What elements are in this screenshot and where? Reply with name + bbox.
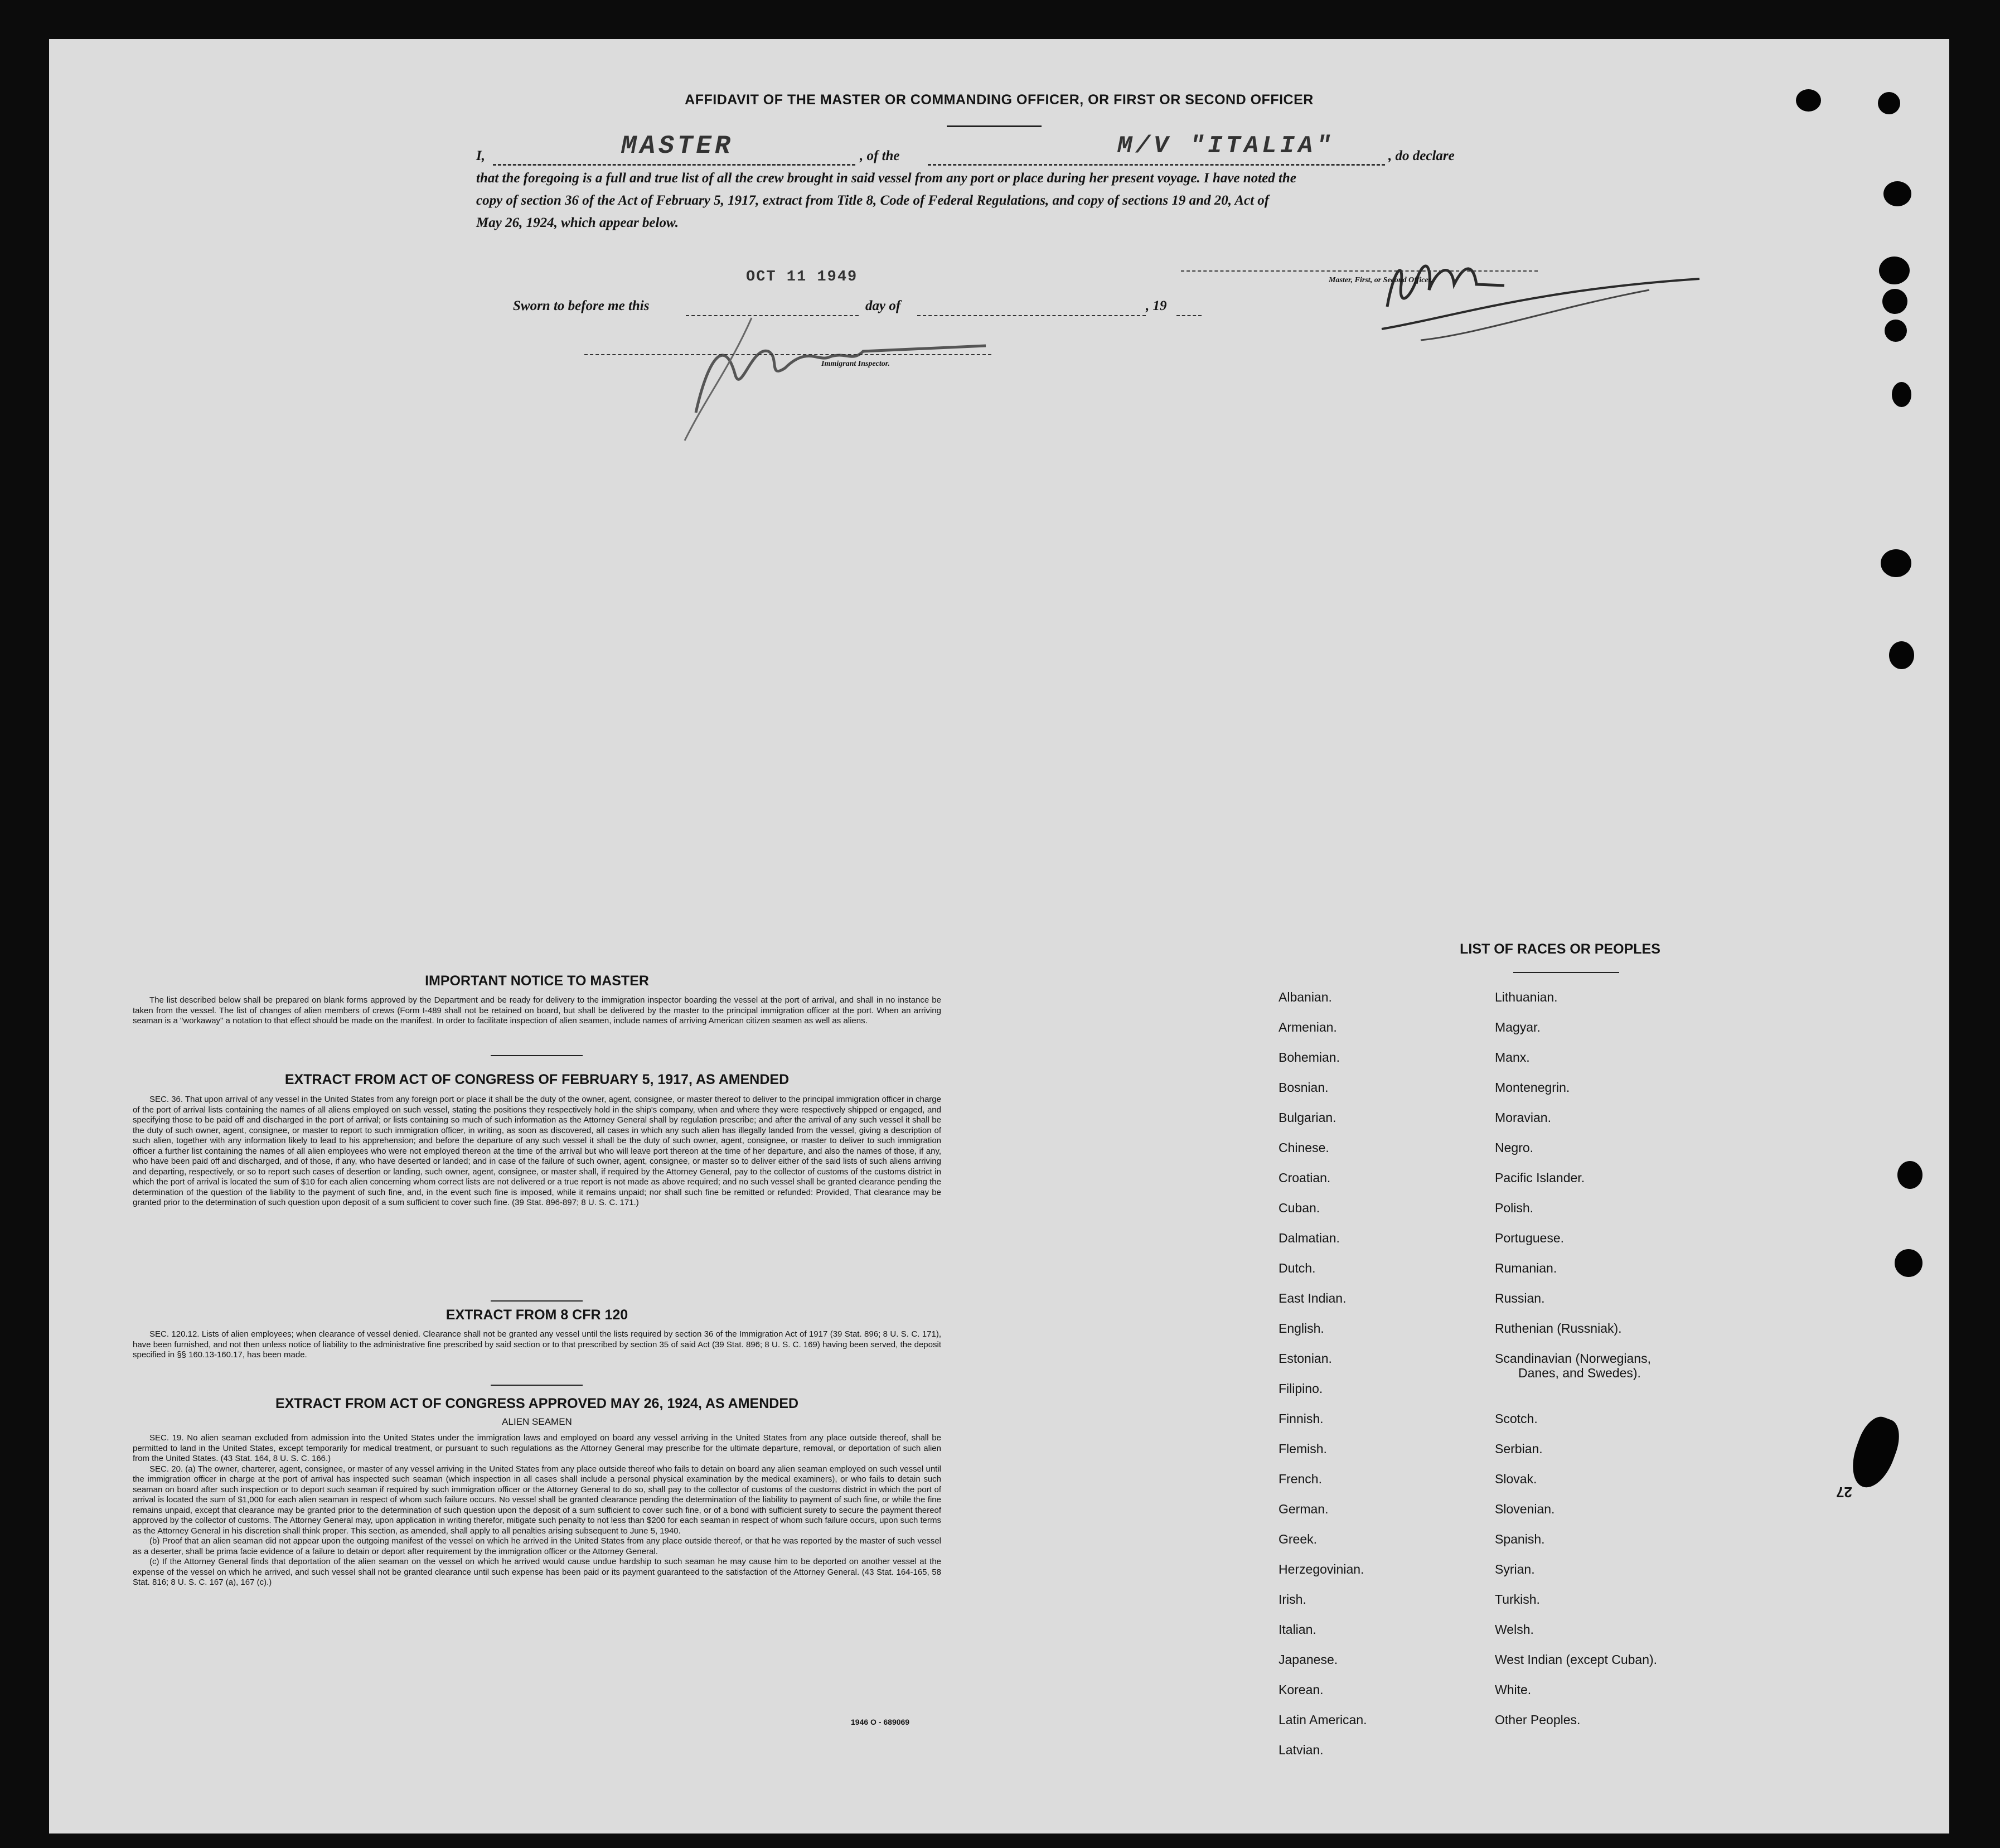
race-item: Lithuanian. bbox=[1495, 990, 1558, 1004]
race-item: Magyar. bbox=[1495, 1020, 1541, 1034]
races-column-2 bbox=[1495, 990, 1774, 1770]
extract-cfr-divider bbox=[491, 1385, 583, 1386]
sec-20c-paragraph: (c) If the Attorney General finds that deportation of the alien seaman on the vessel on which he arrived would cause undue hardship to such seaman he may cause him to be deported on another vessel at the expense of the vessel on which he arrived, and such vessel shall not be granted clearance until such expense has been paid or its payment guaranteed to the satisfaction of the Attorney General. (43 Stat. 164-165, 58 Stat. 816; 8 U. S. C. 167 (a), 167 (c).) bbox=[133, 1557, 941, 1587]
races-divider bbox=[1513, 972, 1619, 973]
race-item: Flemish. bbox=[1279, 1441, 1327, 1456]
race-item: Dalmatian. bbox=[1279, 1231, 1340, 1245]
race-item: Serbian. bbox=[1495, 1441, 1543, 1456]
race-item: Herzegovinian. bbox=[1279, 1562, 1364, 1576]
race-item: Irish. bbox=[1279, 1592, 1306, 1607]
race-item: Portuguese. bbox=[1495, 1231, 1565, 1245]
sec-19-paragraph: SEC. 19. No alien seaman excluded from admission into the United States under the immigration laws and employed on board any vessel arriving in the United States from any place outside thereof, shall be permitted to land in the United States, except temporarily for medical treatment, or pursuant to such regulations as the Attorney General may prescribe for the ultimate departure, removal, or deportation of such alien from the United States. (43 Stat. 164, 8 U. S. C. 166.) bbox=[133, 1433, 941, 1463]
declaration-of-the: , of the bbox=[860, 148, 900, 163]
title-divider bbox=[947, 125, 1042, 127]
race-item: Russian. bbox=[1495, 1291, 1545, 1305]
race-item: Turkish. bbox=[1495, 1592, 1540, 1607]
race-item: Cuban. bbox=[1279, 1201, 1320, 1215]
race-item: Bohemian. bbox=[1279, 1050, 1340, 1065]
race-item: Rumanian. bbox=[1495, 1261, 1557, 1275]
notice-title: IMPORTANT NOTICE TO MASTER bbox=[425, 973, 649, 989]
race-item: Other Peoples. bbox=[1495, 1712, 1581, 1727]
race-item: Armenian. bbox=[1279, 1020, 1337, 1034]
races-title: LIST OF RACES OR PEOPLES bbox=[1460, 941, 1660, 957]
race-item: Albanian. bbox=[1279, 990, 1332, 1004]
binder-hole bbox=[1883, 181, 1911, 206]
sworn-year: , 19 bbox=[1146, 298, 1167, 313]
race-item: Finnish. bbox=[1279, 1411, 1324, 1426]
race-item: Slovenian. bbox=[1495, 1502, 1555, 1516]
race-item: Danes, and Swedes). bbox=[1518, 1366, 1641, 1380]
declarant-name: MASTER bbox=[621, 132, 734, 161]
race-item: Korean. bbox=[1279, 1682, 1324, 1697]
binder-hole bbox=[1897, 1161, 1922, 1189]
race-item: Estonian. bbox=[1279, 1351, 1332, 1366]
sec-20a-paragraph: SEC. 20. (a) The owner, charterer, agent, consignee, or master of any vessel arriving in the United States from any place outside thereof who fails to detain on board any alien seaman employed on such vessel until the immigration officer in charge at the port of arrival has inspected such seaman (which inspection in all cases shall include a personal physical examination by the medical examiners), or who fails to detain such seaman on board after such inspection or to deport such seaman if required by such immigration officer or the Attorney General to do so, shall pay to the collector of customs of the customs district in which the port of arrival is located the sum of $1,000 for each alien seaman in respect of whom such failure occurs. No vessel shall be granted clearance pending the determination of the liability to payment of such fine, or while the fine remains unpaid, except that clearance may be granted prior to the determination of such question upon the deposit of a sum sufficient to cover such fine, or of a bond with sufficient surety to secure the payment thereof approved by the collector of customs. The Attorney General may, upon application in writing therefor, mitigate such penalty to not less than $200 for each seaman in respect of whom such failure occurs, upon such terms as the Attorney General in his discretion shall think proper. This section, as amended, shall apply to all penalties arising subsequent to June 5, 1940. bbox=[133, 1464, 941, 1536]
extract-1924-body bbox=[133, 1433, 941, 1588]
race-item: Manx. bbox=[1495, 1050, 1530, 1065]
master-signature-line bbox=[1181, 270, 1538, 272]
vessel-line bbox=[928, 164, 1385, 166]
declarant-line bbox=[493, 164, 855, 166]
document-page bbox=[49, 39, 1949, 1834]
race-item: Filipino. bbox=[1279, 1381, 1323, 1396]
race-item: Spanish. bbox=[1495, 1532, 1545, 1546]
notice-paragraph: The list described below shall be prepared on blank forms approved by the Department and be ready for delivery to the immigration inspector boarding the vessel at the port of arrival, and shall in no instance be taken from the vessel. The list of changes of alien members of crews (Form I-489 shall not be retained on board, but shall be delivered by the master to the principal immigration officer at the port. When an arriving seaman is a "workaway" a notation to that effect should be made on the manifest. In order to facilitate inspection of alien seamen, include names of arriving American citizen seamen as well as aliens. bbox=[133, 995, 941, 1025]
inspector-caption: Immigrant Inspector. bbox=[821, 360, 890, 368]
race-item: Japanese. bbox=[1279, 1652, 1338, 1667]
master-signature bbox=[1337, 223, 1727, 368]
sworn-year-line bbox=[1176, 315, 1202, 316]
vessel-name: M/V "ITALIA" bbox=[1117, 132, 1334, 160]
sec-20b-paragraph: (b) Proof that an alien seaman did not appear upon the outgoing manifest of the vessel on which he arrived in the United States from any place outside thereof, or that he was reported by the master of such vessel as a deserter, shall be prima facie evidence of a failure to detain or deport after requirement by the immigration officer or the Attorney General. bbox=[133, 1536, 941, 1556]
race-item: French. bbox=[1279, 1472, 1322, 1486]
race-item: Bulgarian. bbox=[1279, 1110, 1336, 1125]
torn-hole bbox=[1844, 1412, 1906, 1493]
extract-cfr-paragraph: SEC. 120.12. Lists of alien employees; when clearance of vessel denied. Clearance shall not be granted any vessel until the lists required by section 36 of the Immigration Act of 1917 (39 Stat. 896; 8 U. S. C. 171), have been furnished, and not then unless notice of liability to the administrative fine prescribed by said section or to that prescribed by section 35 of said Act (39 Stat. 896; 8 U. S. C. 169) having been served, the deposit specified in §§ 160.13-160.17, has been made. bbox=[133, 1329, 941, 1360]
race-item: Italian. bbox=[1279, 1622, 1316, 1637]
date-stamp: OCT 11 1949 bbox=[746, 269, 858, 286]
master-signature-caption: Master, First, or Second Officer. bbox=[1329, 276, 1433, 284]
race-item: Montenegrin. bbox=[1495, 1080, 1570, 1095]
declaration-line-2: that the foregoing is a full and true list of all the crew brought in said vessel from any port or place during her present voyage. I have noted the bbox=[476, 171, 1296, 186]
race-item: Welsh. bbox=[1495, 1622, 1534, 1637]
print-code: 1946 O - 689069 bbox=[851, 1718, 910, 1726]
binder-hole bbox=[1878, 92, 1900, 114]
race-item: Ruthenian (Russniak). bbox=[1495, 1321, 1622, 1336]
binder-hole bbox=[1879, 257, 1910, 284]
declaration-suffix: , do declare bbox=[1388, 148, 1455, 163]
binder-hole bbox=[1892, 382, 1911, 407]
declaration-line-3: copy of section 36 of the Act of February 5, 1917, extract from Title 8, Code of Federal Regulations, and copy of sections 19 and 20, Act of bbox=[476, 193, 1270, 208]
race-item: East Indian. bbox=[1279, 1291, 1347, 1305]
race-item: Moravian. bbox=[1495, 1110, 1551, 1125]
binder-hole bbox=[1881, 549, 1911, 577]
race-item: Syrian. bbox=[1495, 1562, 1535, 1576]
race-item: Polish. bbox=[1495, 1201, 1534, 1215]
races-column-1 bbox=[1279, 990, 1502, 1798]
binder-hole bbox=[1895, 1249, 1922, 1277]
race-item: Greek. bbox=[1279, 1532, 1318, 1546]
race-item: White. bbox=[1495, 1682, 1532, 1697]
race-item: Bosnian. bbox=[1279, 1080, 1329, 1095]
race-item: German. bbox=[1279, 1502, 1329, 1516]
inspector-signature-line bbox=[584, 354, 991, 355]
declaration-line-4: May 26, 1924, which appear below. bbox=[476, 215, 679, 230]
race-item: Scandinavian (Norwegians, bbox=[1495, 1351, 1651, 1366]
inspector-signature bbox=[584, 284, 1030, 452]
race-item: Scotch. bbox=[1495, 1411, 1538, 1426]
race-item: Latin American. bbox=[1279, 1712, 1367, 1727]
race-item: Chinese. bbox=[1279, 1140, 1329, 1155]
race-item: Dutch. bbox=[1279, 1261, 1316, 1275]
extract-cfr-title: EXTRACT FROM 8 CFR 120 bbox=[445, 1307, 628, 1323]
extract-1924-title: EXTRACT FROM ACT OF CONGRESS APPROVED MAY 26, 1924, AS AMENDED bbox=[275, 1396, 799, 1411]
extract-1917-title: EXTRACT FROM ACT OF CONGRESS OF FEBRUARY 5, 1917, AS AMENDED bbox=[284, 1072, 790, 1087]
binder-hole bbox=[1882, 289, 1907, 314]
notice-divider bbox=[491, 1055, 583, 1056]
extract-1924-subtitle: ALIEN SEAMEN bbox=[502, 1416, 572, 1427]
race-item: Negro. bbox=[1495, 1140, 1534, 1155]
margin-note: 27 bbox=[1836, 1484, 1852, 1501]
race-item: Slovak. bbox=[1495, 1472, 1537, 1486]
extract-1917-body bbox=[133, 1095, 941, 1208]
extract-1917-paragraph: SEC. 36. That upon arrival of any vessel in the United States from any foreign port or place it shall be the duty of the owner, agent, consignee, or master thereof to deliver to the principal immigration officer in charge of the port of arrival lists containing the names of all aliens employed on such vessel, stating the positions they respectively hold in the ship's company, when and where they were respectively shipped or engaged, and specifying those to be paid off and discharged in the port of arrival; or lists containing so much of such information as the Attorney General shall by regulation prescribe; and after the arrival of any such vessel it shall be the duty of such owner, agent, consignee, or master to report to such immigration officer, in writing, as soon as discovered, all cases in which any such alien has illegally landed from the vessel, giving a description of such alien, together with any information likely to lead to his apprehension; and before the departure of any such vessel it shall be the duty of such owner, agent, consignee, or master to deliver to such immigration officer a further list containing the names of all alien employees who were not employed thereon at the time of the arrival but who will leave port thereon at the time of her departure, and also the names of those, if any, who have been paid off and discharged, and of those, if any, who have deserted or landed; and in case of the failure of such owner, agent, consignee, or master so to deliver either of the said lists of such aliens arriving and departing, respectively, or so to report such cases of desertion or landing, such owner, agent, consignee, or master shall, if required by the Attorney General, pay to the collector of customs of the customs district in which the port of arrival is located the sum of $10 for each alien concerning whom correct lists are not delivered or a true report is not made as above required; and no such vessel shall be granted clearance pending the determination of the question of the liability to the payment of such fine, and, in the event such fine is imposed, while it remains unpaid; nor shall such fine be remitted or refunded: Provided, That clearance may be granted prior to the determination of such question upon deposit of a sum sufficient to cover such fine. (39 Stat. 896-897; 8 U. S. C. 171.) bbox=[133, 1095, 941, 1207]
notice-body bbox=[133, 995, 941, 1027]
sworn-day-of: day of bbox=[865, 298, 901, 313]
binder-hole bbox=[1889, 641, 1914, 669]
race-item: Croatian. bbox=[1279, 1170, 1331, 1185]
race-item: West Indian (except Cuban). bbox=[1495, 1652, 1658, 1667]
race-item: English. bbox=[1279, 1321, 1324, 1336]
race-item: Pacific Islander. bbox=[1495, 1170, 1585, 1185]
declaration-prefix: I, bbox=[476, 148, 485, 163]
binder-hole bbox=[1885, 320, 1907, 342]
binder-hole bbox=[1796, 89, 1821, 112]
extract-cfr-body bbox=[133, 1329, 941, 1361]
sworn-prefix: Sworn to before me this bbox=[513, 298, 650, 313]
race-item: Latvian. bbox=[1279, 1743, 1324, 1757]
extract-1917-divider bbox=[491, 1300, 583, 1302]
affidavit-title: AFFIDAVIT OF THE MASTER OR COMMANDING OFFICER, OR FIRST OR SECOND OFFICER bbox=[685, 92, 1314, 108]
